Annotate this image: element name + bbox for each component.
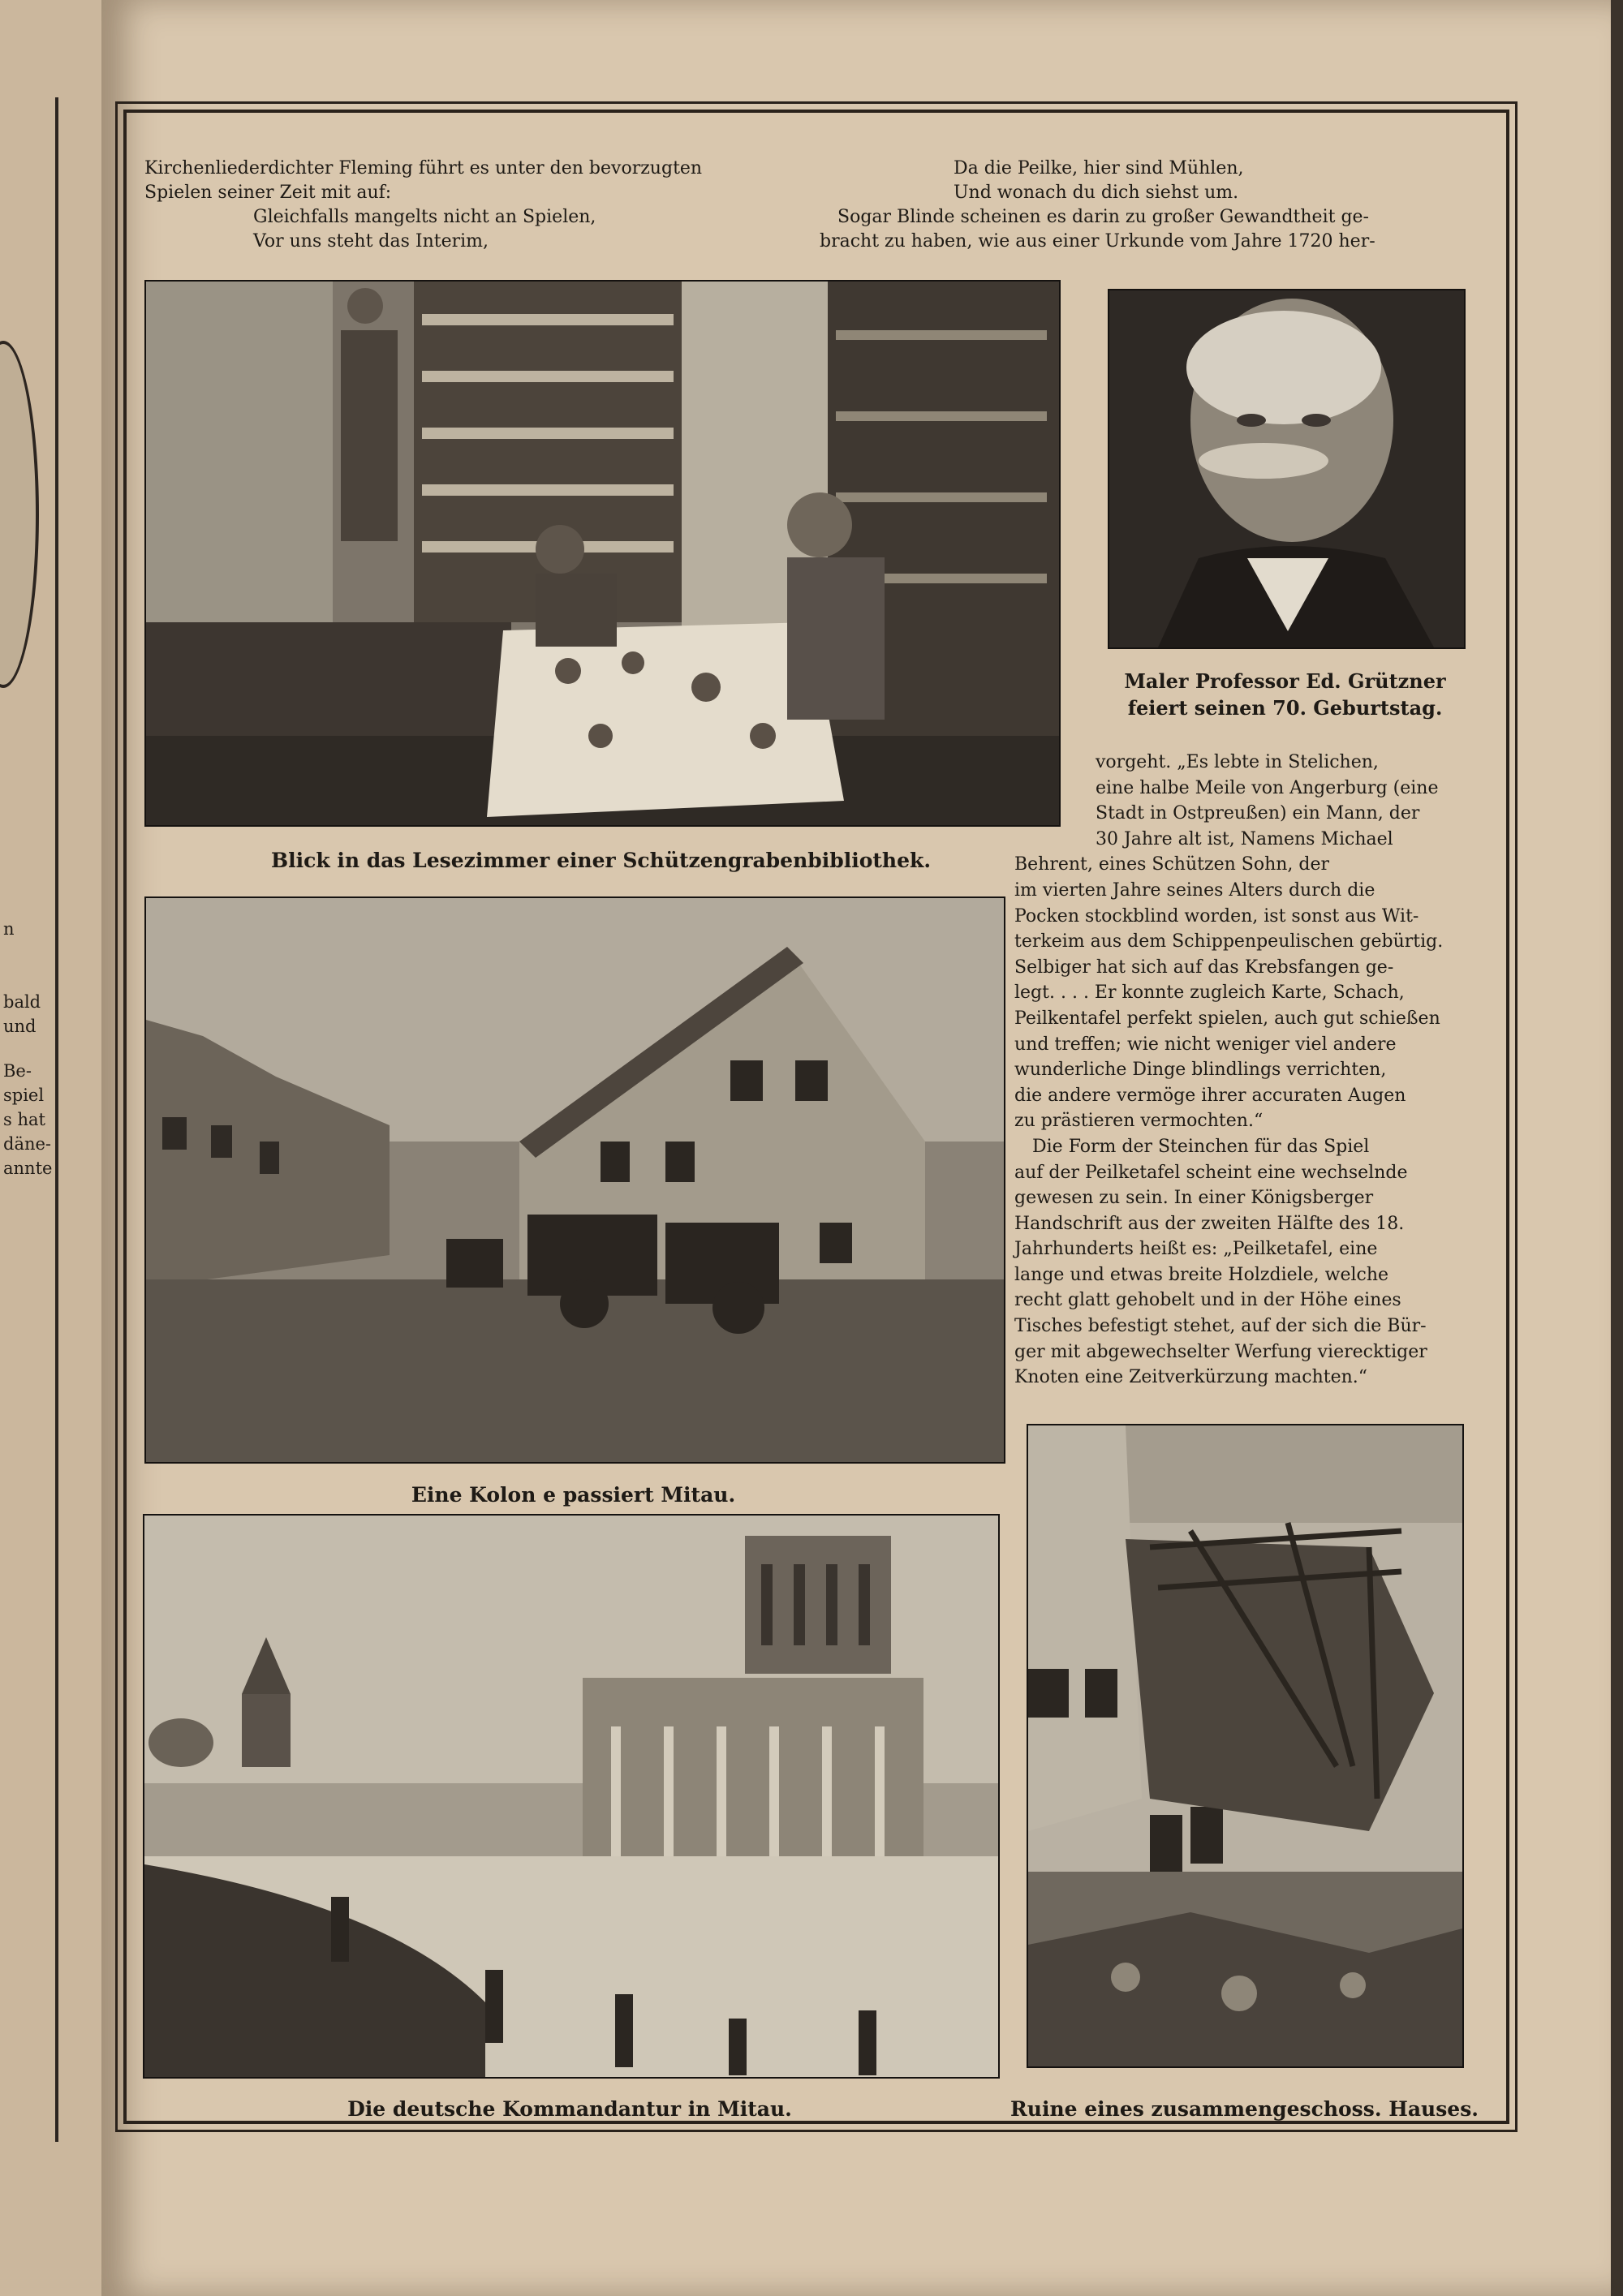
top-right-line: Sogar Blinde scheinen es darin zu großer Gewandtheit ge- bbox=[837, 207, 1369, 227]
text-line: vorgeht. „Es lebte in Stelichen, bbox=[1096, 752, 1379, 772]
text-line: lange und etwas breite Holzdiele, welche bbox=[1014, 1264, 1389, 1285]
adjacent-fragment: bald bbox=[3, 992, 41, 1012]
text-line: Tisches befestigt stehet, auf der sich die Bür- bbox=[1014, 1316, 1427, 1337]
portrait-caption-line1: Maler Professor Ed. Grützner bbox=[1124, 669, 1446, 693]
text-line: terkeim aus dem Schippenpeulischen gebürtig. bbox=[1014, 931, 1444, 952]
adjacent-fragment: spiel bbox=[3, 1086, 45, 1105]
library-caption: Blick in das Lesezimmer einer Schützengrabenbibliothek. bbox=[270, 849, 932, 872]
text-line: legt. . . . Er konnte zugleich Karte, Schach, bbox=[1014, 982, 1405, 1004]
portrait-photo bbox=[1108, 289, 1466, 649]
adjacent-page bbox=[0, 0, 104, 2296]
text-line: zu prästieren vermochten.“ bbox=[1014, 1111, 1264, 1132]
text-line: Jahrhunderts heißt es: „Peilketafel, eine bbox=[1014, 1239, 1378, 1260]
text-line: im vierten Jahre seines Alters durch die bbox=[1014, 879, 1375, 901]
top-left-line: Kirchenliederdichter Fleming führt es unter den bevorzugten bbox=[144, 158, 703, 178]
text-line: Behrent, eines Schützen Sohn, der bbox=[1014, 854, 1330, 875]
top-right-line: Da die Peilke, hier sind Mühlen, bbox=[954, 158, 1244, 178]
top-left-line: Gleichfalls mangelts nicht an Spielen, bbox=[253, 207, 596, 227]
adjacent-fragment: däne- bbox=[3, 1134, 52, 1154]
text-line: Pocken stockblind worden, ist sonst aus Wit- bbox=[1014, 905, 1419, 927]
top-right-line: bracht zu haben, wie aus einer Urkunde vom Jahre 1720 her- bbox=[820, 231, 1375, 252]
kommandantur-caption: Die deutsche Kommandantur in Mitau. bbox=[347, 2097, 792, 2121]
text-line: und treffen; wie nicht weniger viel andere bbox=[1014, 1034, 1397, 1055]
text-line: recht glatt gehobelt und in der Höhe eines bbox=[1014, 1290, 1401, 1311]
kommandantur-photo bbox=[143, 1514, 1000, 2079]
text-line: auf der Peilketafel scheint eine wechselnde bbox=[1014, 1162, 1408, 1183]
ruin-caption: Ruine eines zusammengeschoss. Hauses. bbox=[1010, 2097, 1479, 2121]
adjacent-page-oval-photo bbox=[0, 341, 39, 688]
adjacent-page-rule bbox=[55, 97, 58, 2142]
text-line: wunderliche Dinge blindlings verrichten, bbox=[1014, 1060, 1387, 1081]
ruin-photo bbox=[1027, 1424, 1464, 2068]
portrait-caption-line2: feiert seinen 70. Geburtstag. bbox=[1127, 696, 1443, 720]
top-right-line: Und wonach du dich siehst um. bbox=[954, 183, 1239, 203]
text-line: 30 Jahre alt ist, Namens Michael bbox=[1096, 828, 1393, 849]
text-line: Die Form der Steinchen für das Spiel bbox=[1032, 1136, 1370, 1157]
top-left-line: Spielen seiner Zeit mit auf: bbox=[144, 183, 392, 203]
text-line: Stadt in Ostpreußen) ein Mann, der bbox=[1096, 803, 1420, 824]
text-line: Selbiger hat sich auf das Krebsfangen ge- bbox=[1014, 957, 1394, 978]
adjacent-fragment: Be- bbox=[3, 1061, 32, 1081]
right-column-text bbox=[1014, 750, 1465, 1391]
adjacent-fragment: annte bbox=[3, 1159, 53, 1178]
text-line: die andere vermöge ihrer accuraten Augen bbox=[1014, 1085, 1406, 1106]
text-line: Peilkentafel perfekt spielen, auch gut schießen bbox=[1014, 1008, 1440, 1029]
adjacent-fragment: s hat bbox=[3, 1110, 45, 1129]
text-line: Handschrift aus der zweiten Hälfte des 18. bbox=[1014, 1213, 1405, 1234]
mitau-street-caption: Eine Kolon e passiert Mitau. bbox=[411, 1483, 736, 1507]
adjacent-fragment: n bbox=[3, 919, 15, 939]
text-line: Knoten eine Zeitverkürzung machten.“ bbox=[1014, 1367, 1368, 1388]
library-photo bbox=[144, 280, 1061, 827]
mitau-street-photo bbox=[144, 896, 1005, 1464]
text-line: eine halbe Meile von Angerburg (eine bbox=[1096, 777, 1439, 798]
text-line: gewesen zu sein. In einer Königsberger bbox=[1014, 1188, 1374, 1209]
text-line: ger mit abgewechselter Werfung vierecktiger bbox=[1014, 1341, 1427, 1362]
top-left-line: Vor uns steht das Interim, bbox=[253, 231, 489, 252]
adjacent-fragment: und bbox=[3, 1017, 37, 1036]
